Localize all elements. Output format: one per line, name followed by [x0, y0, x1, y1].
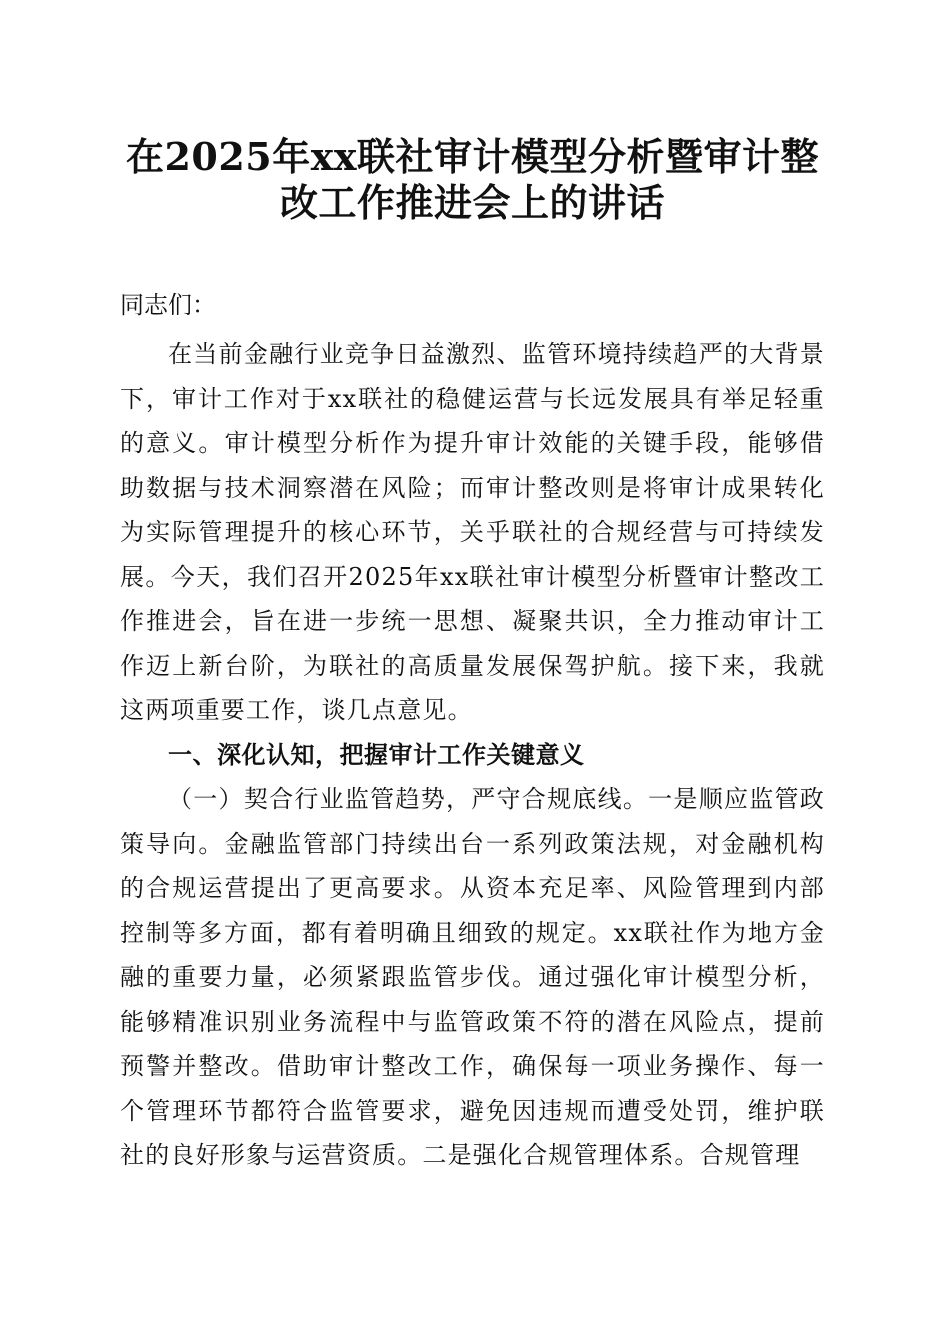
subsection-paragraph-1: （一）契合行业监管趋势，严守合规底线。一是顺应监管政策导向。金融监管部门持续出台一系列政策法规，对金融机构的合规运营提出了更高要求。从资本充足率、风险管理到内部控制等多方面，都有着明确且细致的规定。xx联社作为地方金融的重要力量，必须紧跟监管步伐。通过强化审计模型分析，能够精准识别业务流程中与监管政策不符的潜在风险点，提前预警并整改。借助审计整改工作，确保每一项业务操作、每一个管理环节都符合监管要求，避免因违规而遭受处罚，维护联社的良好形象与运营资质。二是强化合规管理体系。合规管理: [120, 785, 825, 1169]
document-title: 在2025年xx联社审计模型分析暨审计整改工作推进会上的讲话: [125, 134, 820, 225]
salutation: 同志们：: [120, 291, 216, 319]
intro-paragraph: 在当前金融行业竞争日益激烈、监管环境持续趋严的大背景下，审计工作对于xx联社的稳健运营与长远发展具有举足轻重的意义。审计模型分析作为提升审计效能的关键手段，能够借助数据与技术洞察潜在风险；而审计整改则是将审计成果转化为实际管理提升的核心环节，关乎联社的合规经营与可持续发展。今天，我们召开2025年xx联社审计模型分析暨审计整改工作推进会，旨在进一步统一思想、凝聚共识，全力推动审计工作迈上新台阶，为联社的高质量发展保驾护航。接下来，我就这两项重要工作，谈几点意见。: [120, 340, 825, 724]
section-heading-1: 一、深化认知，把握审计工作关键意义: [168, 740, 585, 769]
document-page: [120, 0, 825, 1178]
